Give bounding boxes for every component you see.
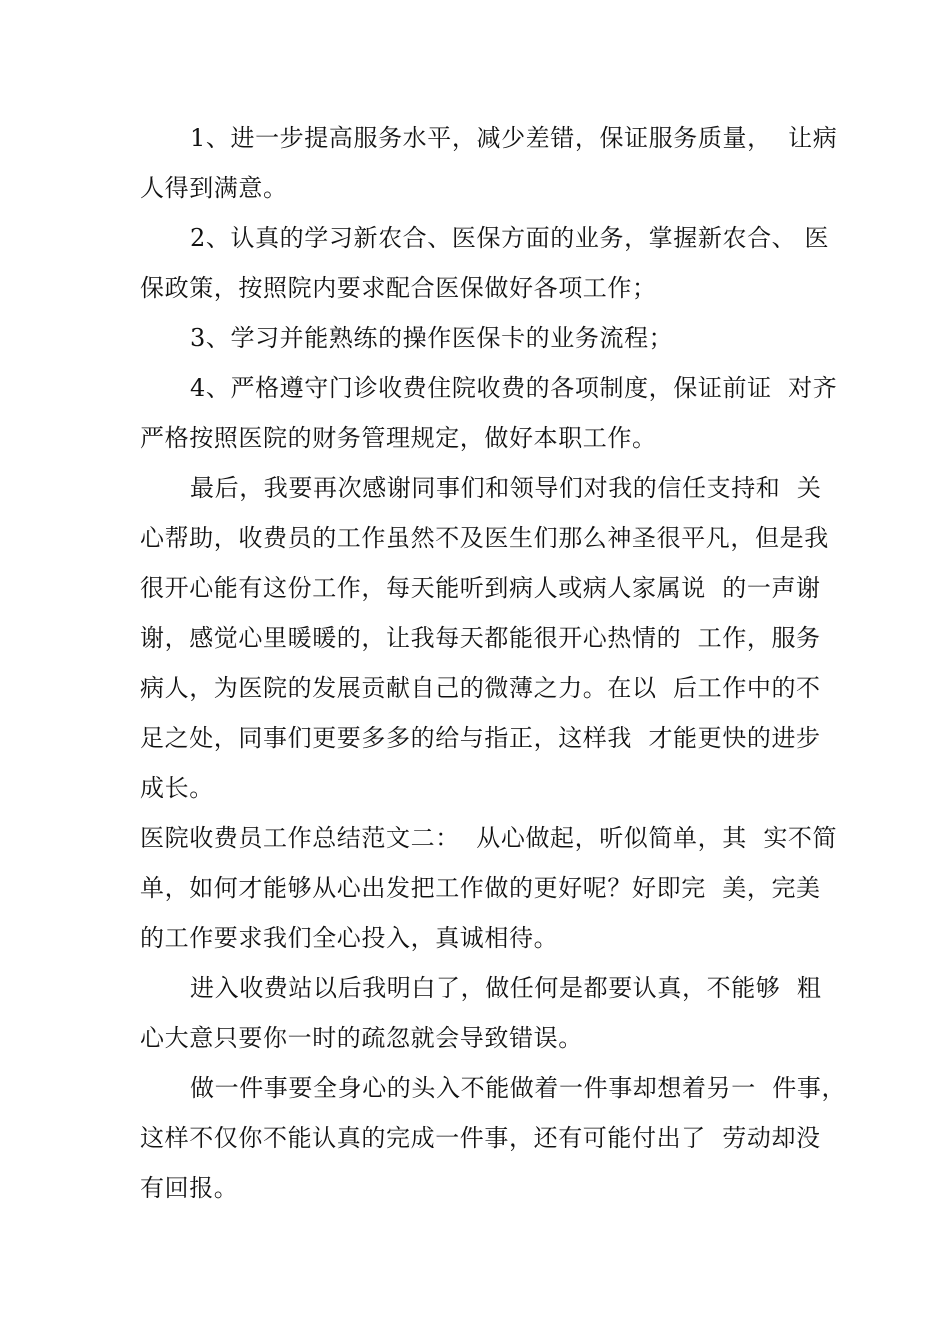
paragraph-line: 病人，为医院的发展贡献自己的微薄之力。在以 后工作中的不	[140, 674, 821, 702]
paragraph-line: 谢，感觉心里暖暖的，让我每天都能很开心热情的 工作，服务	[140, 624, 821, 652]
paragraph-line: 人得到满意。	[140, 174, 288, 202]
paragraph-line: 2、认真的学习新农合、医保方面的业务，掌握新农合、 医	[190, 224, 830, 252]
paragraph-line: 1、进一步提高服务水平，减少差错，保证服务质量， 让病	[190, 124, 838, 152]
paragraph-line: 足之处，同事们更要多多的给与指正，这样我 才能更快的进步	[140, 724, 821, 752]
paragraph-line: 很开心能有这份工作，每天能听到病人或病人家属说 的一声谢	[140, 574, 821, 602]
paragraph-line: 4、严格遵守门诊收费住院收费的各项制度，保证前证 对齐	[190, 374, 838, 402]
paragraph-line: 严格按照医院的财务管理规定，做好本职工作。	[140, 424, 657, 452]
paragraph-line: 单，如何才能够从心出发把工作做的更好呢？好即完 美，完美	[140, 874, 821, 902]
paragraph-line: 进入收费站以后我明白了，做任何是都要认真，不能够 粗	[190, 974, 822, 1002]
paragraph-line: 做一件事要全身心的头入不能做着一件事却想着另一 件事，	[190, 1074, 847, 1102]
section-heading-line: 医院收费员工作总结范文二： 从心做起，听似简单，其 实不简	[140, 824, 838, 852]
paragraph-line: 的工作要求我们全心投入，真诚相待。	[140, 924, 559, 952]
paragraph-line: 保政策，按照院内要求配合医保做好各项工作；	[140, 274, 657, 302]
paragraph-line: 心大意只要你一时的疏忽就会导致错误。	[140, 1024, 583, 1052]
paragraph-line: 心帮助，收费员的工作虽然不及医生们那么神圣很平凡，但是我	[140, 524, 829, 552]
paragraph-line: 成长。	[140, 774, 214, 802]
paragraph-line: 这样不仅你不能认真的完成一件事，还有可能付出了 劳动却没	[140, 1124, 821, 1152]
paragraph-line: 3、学习并能熟练的操作医保卡的业务流程；	[190, 324, 674, 352]
paragraph-line: 最后，我要再次感谢同事们和领导们对我的信任支持和 关	[190, 474, 822, 502]
paragraph-line: 有回报。	[140, 1174, 239, 1202]
